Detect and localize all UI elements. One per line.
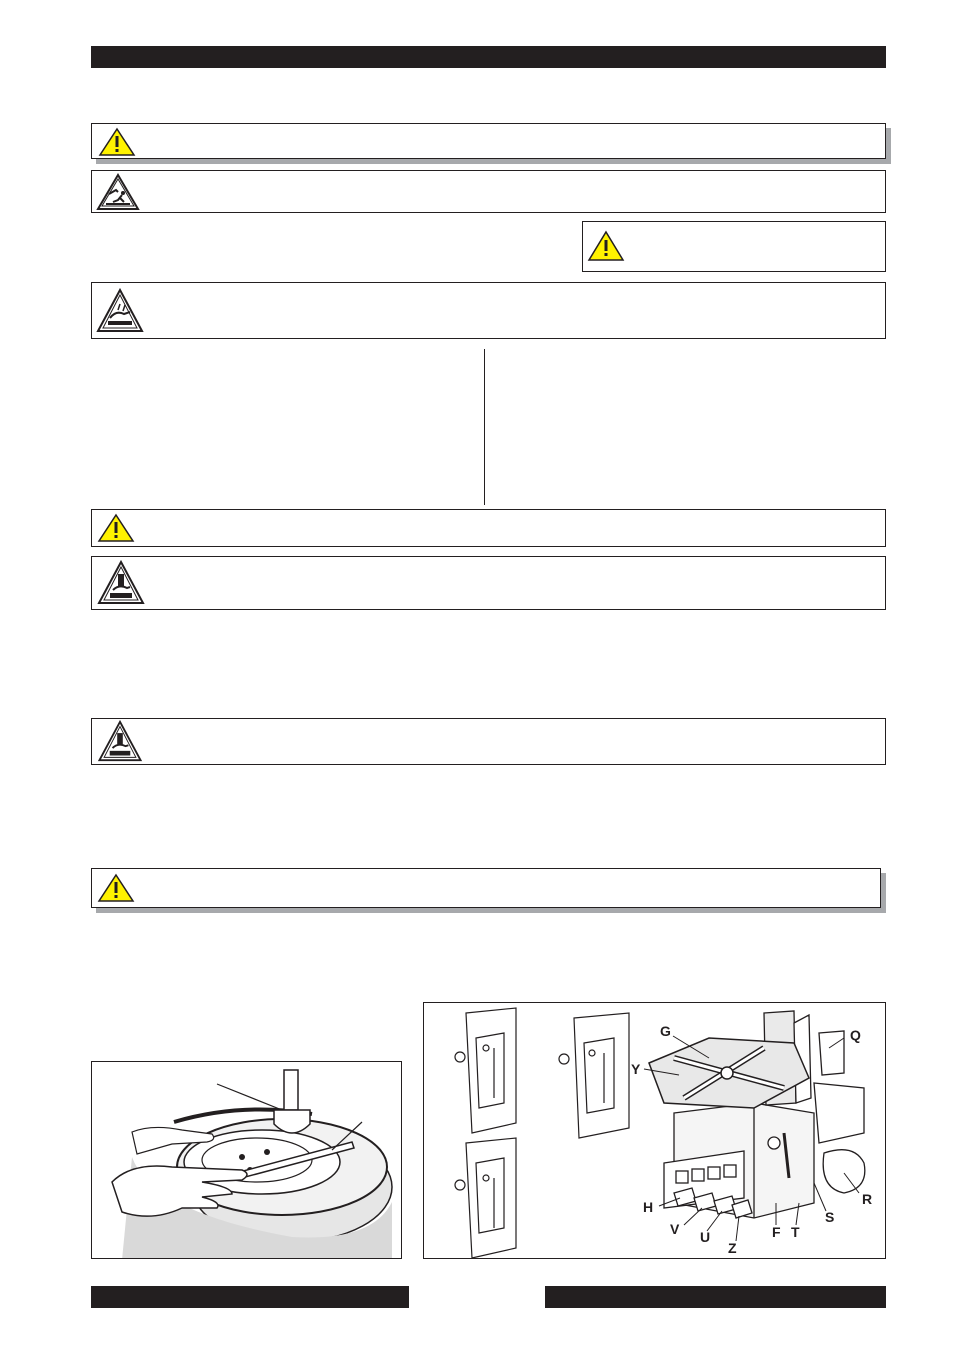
- hand-hazard-icon: [96, 288, 144, 334]
- footer-bar-left: [91, 1286, 409, 1308]
- caution-box-4: [91, 868, 881, 908]
- caution-triangle-icon: [98, 127, 136, 157]
- press-hazard-icon: [97, 720, 143, 763]
- callout-q: Q: [850, 1027, 861, 1043]
- caution-box-2: [582, 221, 886, 272]
- column-divider: [484, 349, 485, 505]
- hand-hazard-box: [91, 282, 886, 339]
- caution-triangle-icon: [97, 873, 135, 903]
- callout-f: F: [772, 1224, 781, 1240]
- callout-v: V: [670, 1221, 680, 1237]
- caution-triangle-icon: [587, 230, 625, 262]
- header-bar: [91, 46, 886, 68]
- callout-u: U: [700, 1229, 711, 1245]
- press-hazard-icon: [97, 560, 145, 606]
- caution-box-3: [91, 509, 886, 547]
- footer-bar-right: [545, 1286, 886, 1308]
- caution-triangle-icon: [97, 513, 135, 543]
- callout-r: R: [862, 1191, 873, 1207]
- crush-hazard-box: [91, 170, 886, 213]
- caution-box-1: [91, 123, 886, 159]
- side-view-1: [455, 1008, 516, 1133]
- callout-z: Z: [728, 1240, 737, 1256]
- machine-overview-illustration: [424, 1003, 886, 1259]
- callout-s: S: [825, 1209, 835, 1225]
- press-hazard-box-1: [91, 556, 886, 610]
- callout-g: G: [660, 1023, 671, 1039]
- crush-hazard-icon: [96, 173, 140, 211]
- side-view-2: [559, 1013, 629, 1138]
- side-view-3: [455, 1138, 516, 1258]
- tire-mounting-illustration: [92, 1062, 402, 1259]
- callout-t: T: [791, 1224, 800, 1240]
- tire-mounting-figure: [91, 1061, 402, 1259]
- callout-y: Y: [631, 1061, 641, 1077]
- press-hazard-box-2: [91, 718, 886, 765]
- callout-h: H: [643, 1199, 654, 1215]
- machine-overview-figure: [423, 1002, 886, 1259]
